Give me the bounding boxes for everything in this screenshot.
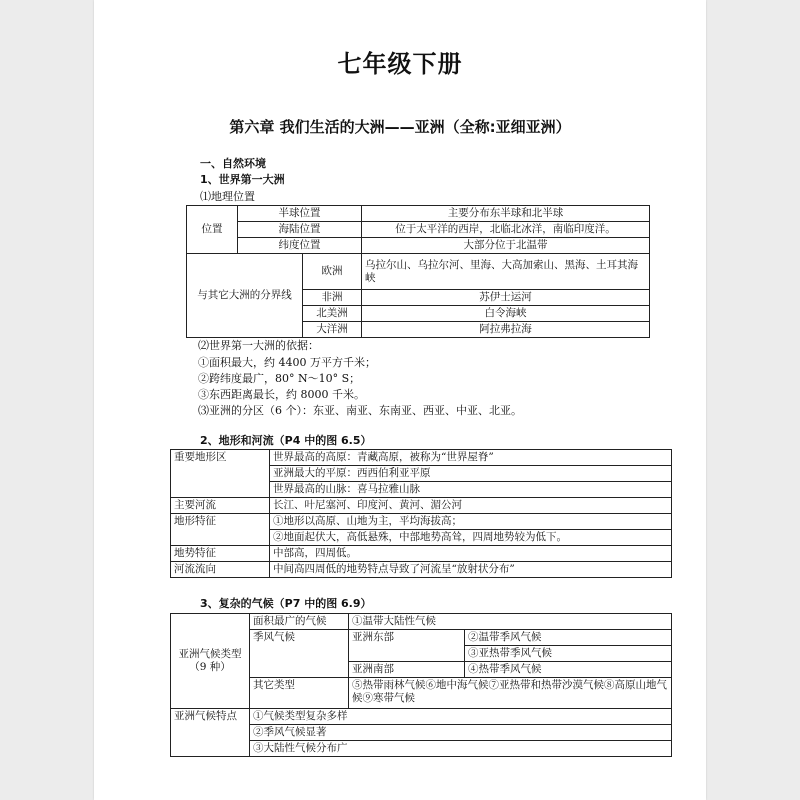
widest-climate-value: ①温带大陆性气候 bbox=[349, 614, 672, 630]
flow-label: 河流流向 bbox=[171, 562, 270, 578]
boundary-label: 与其它大洲的分界线 bbox=[187, 254, 303, 338]
table-row bbox=[171, 614, 672, 630]
table-row bbox=[171, 450, 672, 466]
terrain-label: 地形特征 bbox=[171, 514, 270, 546]
boundary-value: 乌拉尔山、乌拉尔河、里海、大高加索山、黑海、土耳其海峡 bbox=[362, 254, 650, 290]
other-types-value: ⑤热带雨林气候⑥地中海气候⑦亚热带和热带沙漠气候⑧高原山地气候⑨寒带气候 bbox=[349, 678, 672, 709]
boundary-value: 苏伊士运河 bbox=[362, 290, 650, 306]
cell-value: 主要分布东半球和北半球 bbox=[362, 206, 650, 222]
subsection-geographic-location: ⑴地理位置 bbox=[200, 190, 255, 203]
climate-feature: ①气候类型复杂多样 bbox=[250, 709, 672, 725]
continent-label: 欧洲 bbox=[303, 254, 362, 290]
climate-table bbox=[170, 613, 672, 757]
cell-value: 大部分位于北温带 bbox=[362, 238, 650, 254]
landform-item: 亚洲最大的平原：西西伯利亚平原 bbox=[270, 466, 672, 482]
section-heading-terrain-rivers: 2、地形和河流（P4 中的图 6.5） bbox=[200, 434, 372, 447]
climate-type: ③亚热带季风气候 bbox=[465, 646, 672, 662]
monsoon-label: 季风气候 bbox=[250, 630, 349, 678]
basis-item: ①面积最大，约 4400 万平方千米； bbox=[198, 356, 376, 369]
climate-types-count: （9 种） bbox=[189, 661, 231, 673]
climate-feature: ③大陆性气候分布广 bbox=[250, 741, 672, 757]
rivers-value: 长江、叶尼塞河、印度河、黄河、湄公河 bbox=[270, 498, 672, 514]
table-row bbox=[171, 546, 672, 562]
south-asia-label: 亚洲南部 bbox=[349, 662, 465, 678]
continent-label: 大洋洲 bbox=[303, 322, 362, 338]
document-page bbox=[94, 0, 706, 800]
rivers-label: 主要河流 bbox=[171, 498, 270, 514]
table-row bbox=[171, 498, 672, 514]
east-asia-label: 亚洲东部 bbox=[349, 630, 465, 662]
terrain-item: ①地形以高原、山地为主，平均海拔高； bbox=[270, 514, 672, 530]
terrain-table bbox=[170, 449, 672, 578]
widest-climate-label: 面积最广的气候 bbox=[250, 614, 349, 630]
section-heading-climate: 3、复杂的气候（P7 中的图 6.9） bbox=[200, 597, 372, 610]
climate-types-label bbox=[171, 614, 250, 709]
table-row bbox=[187, 222, 650, 238]
cell-label: 海陆位置 bbox=[238, 222, 362, 238]
basis-item: ③东西距离最长，约 8000 千米。 bbox=[198, 388, 365, 401]
table-row bbox=[187, 254, 650, 290]
cell-label: 纬度位置 bbox=[238, 238, 362, 254]
climate-features-label: 亚洲气候特点 bbox=[171, 709, 250, 757]
boundary-value: 白令海峡 bbox=[362, 306, 650, 322]
location-table bbox=[186, 205, 650, 338]
relief-value: 中部高，四周低。 bbox=[270, 546, 672, 562]
page-title: 七年级下册 bbox=[337, 50, 463, 78]
basis-title: ⑵世界第一大洲的依据： bbox=[198, 339, 319, 352]
other-types-label: 其它类型 bbox=[250, 678, 349, 709]
landform-item: 世界最高的高原：青藏高原，被称为“世界屋脊” bbox=[270, 450, 672, 466]
landform-label: 重要地形区 bbox=[171, 450, 270, 498]
table-row bbox=[187, 206, 650, 222]
cell-label: 半球位置 bbox=[238, 206, 362, 222]
row-label-location: 位置 bbox=[187, 206, 238, 254]
table-row bbox=[171, 514, 672, 530]
climate-type: ④热带季风气候 bbox=[465, 662, 672, 678]
landform-item: 世界最高的山脉：喜马拉雅山脉 bbox=[270, 482, 672, 498]
subsection-heading-largest-continent: 1、世界第一大洲 bbox=[200, 173, 285, 186]
chapter-title: 第六章 我们生活的大洲——亚洲（全称:亚细亚洲） bbox=[229, 118, 571, 136]
section-heading-natural-environment: 一、自然环境 bbox=[200, 157, 266, 170]
boundary-value: 阿拉弗拉海 bbox=[362, 322, 650, 338]
relief-label: 地势特征 bbox=[171, 546, 270, 562]
flow-value: 中间高四周低的地势特点导致了河流呈“放射状分布” bbox=[270, 562, 672, 578]
divisions-text: ⑶亚洲的分区（6 个）：东亚、南亚、东南亚、西亚、中亚、北亚。 bbox=[198, 404, 522, 417]
climate-feature: ②季风气候显著 bbox=[250, 725, 672, 741]
cell-value: 位于太平洋的西岸，北临北冰洋，南临印度洋。 bbox=[362, 222, 650, 238]
climate-type: ②温带季风气候 bbox=[465, 630, 672, 646]
continent-label: 北美洲 bbox=[303, 306, 362, 322]
climate-types-title: 亚洲气候类型 bbox=[178, 648, 242, 660]
table-row bbox=[187, 238, 650, 254]
continent-label: 非洲 bbox=[303, 290, 362, 306]
terrain-item: ②地面起伏大，高低悬殊，中部地势高耸，四周地势较为低下。 bbox=[270, 530, 672, 546]
table-row bbox=[171, 709, 672, 725]
table-row bbox=[171, 562, 672, 578]
basis-item: ②跨纬度最广，80° N～10° S； bbox=[198, 372, 361, 385]
